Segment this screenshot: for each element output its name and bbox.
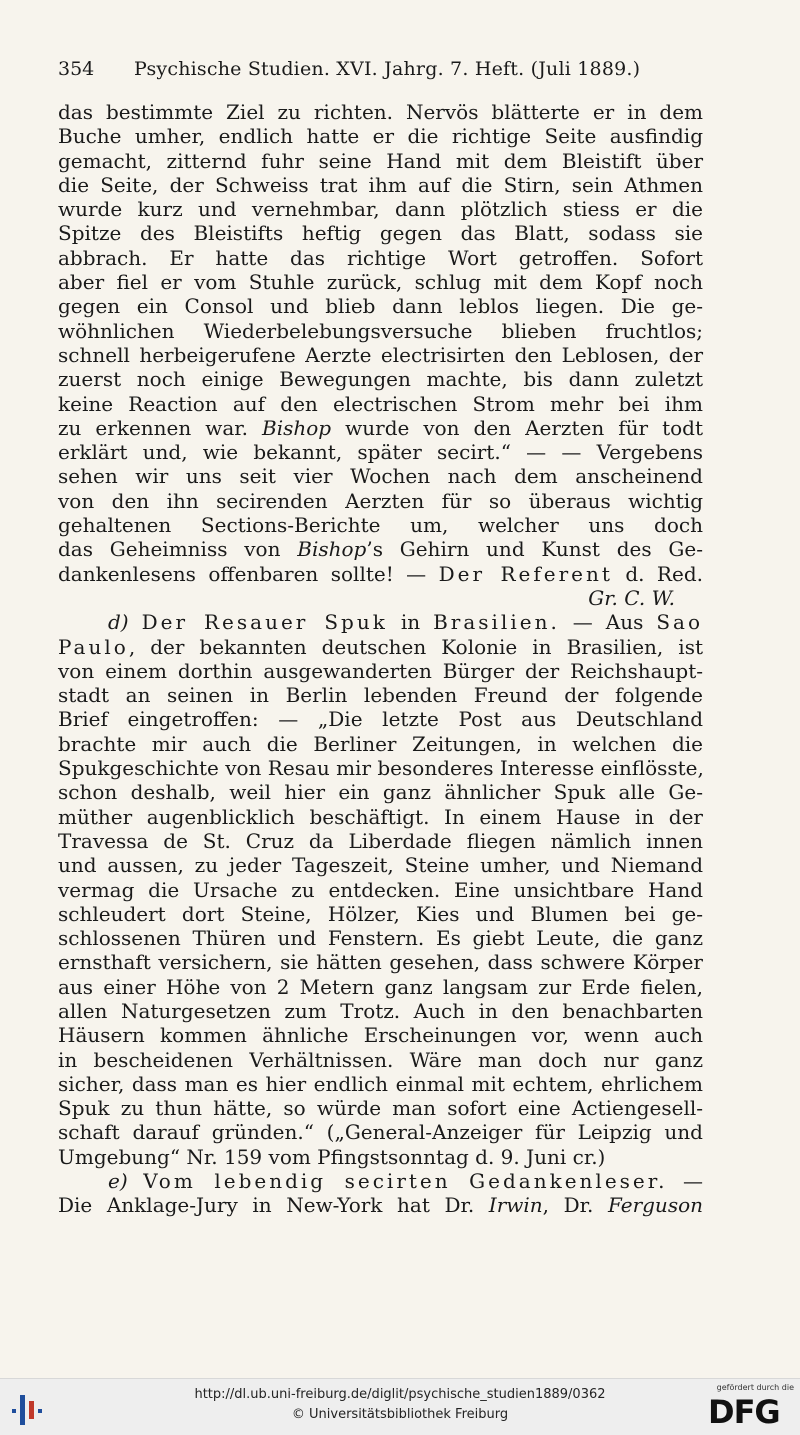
page-number: 354 — [58, 58, 95, 80]
text-run: Die Anklage-Jury in New-York hat Dr. — [58, 1193, 489, 1218]
text-line: stadt an seinen in Berlin lebenden Freund der folgende — [58, 683, 703, 708]
text-line: erklärt und, wie bekannt, später secirt.“ — — Vergebens — [58, 440, 703, 465]
running-header — [58, 58, 708, 92]
section-marker: d) — [108, 610, 129, 635]
text-line: Brief eingetroffen: — „Die letzte Post aus Deutschland — [58, 707, 703, 732]
section-title: Vom lebendig secirten Gedankenleser. — [143, 1169, 668, 1194]
text-line: sicher, dass man es hier endlich einmal mit echtem, ehrlichem — [58, 1071, 703, 1096]
text-line: gemacht, zitternd fuhr seine Hand mit dem Bleistift über — [58, 148, 703, 173]
section-title: Der Resauer Spuk — [141, 610, 388, 635]
text-line: Spitze des Bleistifts heftig gegen das Blatt, sodass sie — [58, 221, 703, 246]
text-line: Buche umher, endlich hatte er die richtige Seite ausfindig — [58, 124, 703, 149]
text-line — [58, 1193, 703, 1217]
text-run: wurde von den Aerzten für todt — [331, 415, 703, 440]
place-name: Sao — [656, 610, 704, 635]
viewer-footer — [0, 1378, 800, 1435]
section-title: in — [400, 610, 421, 635]
text-run: , Dr. — [542, 1193, 608, 1218]
text-line: aber fiel er vom Stuhle zurück, schlug mit dem Kopf noch — [58, 270, 703, 295]
text-run: , der bekannten deutschen Kolonie in Brasilien, ist — [128, 634, 703, 659]
dfg-logo — [706, 1383, 794, 1431]
text-line: die Seite, der Schweiss trat ihm auf die Stirn, sein Athmen — [58, 172, 703, 197]
text-line — [58, 562, 703, 586]
text-line: von den ihn secirenden Aerzten für so überaus wichtig — [58, 488, 703, 513]
text-line: Travessa de St. Cruz da Liberdade fliegen nämlich innen — [58, 828, 703, 853]
name-ferguson: Ferguson — [607, 1193, 704, 1218]
text-line — [58, 537, 703, 561]
text-line: in bescheidenen Verhältnissen. Wäre man doch nur ganz — [58, 1047, 703, 1072]
signature: Gr. C. W. — [588, 585, 675, 610]
text-run: d. Red. — [612, 561, 703, 586]
text-line: schaft darauf gründen.“ („General-Anzeiger für Leipzig und — [58, 1120, 703, 1145]
text-run: zu erkennen war. — [58, 415, 263, 440]
text-line: wöhnlichen Wiederbelebungsversuche blieben fruchtlos; — [58, 318, 703, 343]
copyright-notice: © Universitätsbibliothek Freiburg — [291, 1407, 509, 1422]
place-name: Paulo — [58, 634, 129, 659]
text-line: sehen wir uns seit vier Wochen nach dem anscheinend — [58, 464, 703, 489]
text-line: das bestimmte Ziel zu richten. Nervös blätterte er in dem — [58, 100, 703, 124]
text-line: müther augenblicklich beschäftigt. In einem Hause in der — [58, 804, 703, 829]
text-line: vermag die Ursache zu entdecken. Eine unsichtbare Hand — [58, 877, 703, 902]
text-line: Spukgeschichte von Resau mir besonderes Interesse einflösste, — [58, 756, 704, 781]
text-line: gehaltenen Sections-Berichte um, welcher uns doch — [58, 513, 703, 538]
text-line: schnell herbeigerufene Aerzte electrisirten den Leblosen, der — [58, 342, 703, 367]
text-line: abbrach. Er hatte das richtige Wort getroffen. Sofort — [58, 245, 703, 270]
text-line: allen Naturgesetzen zum Trotz. Auch in den benachbarten — [58, 998, 703, 1023]
text-run: — — [667, 1169, 704, 1194]
text-run: ’s Gehirn und Kunst des Ge- — [366, 537, 703, 562]
section-marker: e) — [108, 1169, 128, 1194]
text-run: das Geheimniss von — [58, 537, 298, 562]
text-line: und aussen, zu jeder Tageszeit, Steine umher, und Niemand — [58, 853, 703, 878]
text-line: Umgebung“ Nr. 159 vom Pfingstsonntag d. 9. Juni cr.) — [58, 1144, 606, 1169]
body-text — [58, 100, 703, 1218]
text-line: ernsthaft versichern, sie hätten gesehen, dass schwere Körper — [58, 950, 703, 975]
text-line: gegen ein Consol und blieb dann leblos liegen. Die ge- — [58, 294, 703, 319]
name-bishop: Bishop — [297, 537, 367, 562]
text-line: schleudert dort Steine, Hölzer, Kies und Blumen bei ge- — [58, 901, 703, 926]
referent-label: Der Referent — [438, 561, 613, 586]
text-line: Häusern kommen ähnliche Erscheinungen vor, wenn auch — [58, 1023, 703, 1048]
text-line: schon deshalb, weil hier ein ganz ähnlicher Spuk alle Ge- — [58, 780, 703, 805]
dfg-wordmark: DFG — [708, 1393, 780, 1431]
permalink-url[interactable]: http://dl.ub.uni-freiburg.de/diglit/psychische_studien1889/0362 — [194, 1387, 606, 1402]
text-line: Spuk zu thun hätte, so würde man sofort eine Actiengesell- — [58, 1096, 703, 1121]
section-e-heading — [58, 1169, 703, 1193]
dfg-caption: gefördert durch die — [716, 1383, 794, 1392]
text-line: schlossenen Thüren und Fenstern. Es giebt Leute, die ganz — [58, 926, 703, 951]
name-bishop: Bishop — [262, 415, 332, 440]
text-line — [58, 416, 703, 440]
text-line: keine Reaction auf den electrischen Strom mehr bei ihm — [58, 391, 703, 416]
text-line: aus einer Höhe von 2 Metern ganz langsam zur Erde fielen, — [58, 974, 703, 999]
name-irwin: Irwin — [488, 1193, 543, 1218]
running-title: Psychische Studien. XVI. Jahrg. 7. Heft. (Juli 1889.) — [134, 58, 641, 80]
text-line: von einem dorthin ausgewanderten Bürger der Reichshaupt- — [58, 658, 703, 683]
text-line: brachte mir auch die Berliner Zeitungen, in welchen die — [58, 731, 703, 756]
text-run: dankenlesens offenbaren sollte! — — [58, 561, 439, 586]
section-d-heading — [58, 610, 703, 634]
text-run: — Aus — [559, 610, 657, 635]
section-title: Brasilien. — [433, 610, 560, 635]
text-line: zuerst noch einige Bewegungen machte, bis dann zuletzt — [58, 367, 703, 392]
text-line — [58, 635, 703, 659]
text-line: wurde kurz und vernehmbar, dann plötzlich stiess er die — [58, 197, 703, 222]
